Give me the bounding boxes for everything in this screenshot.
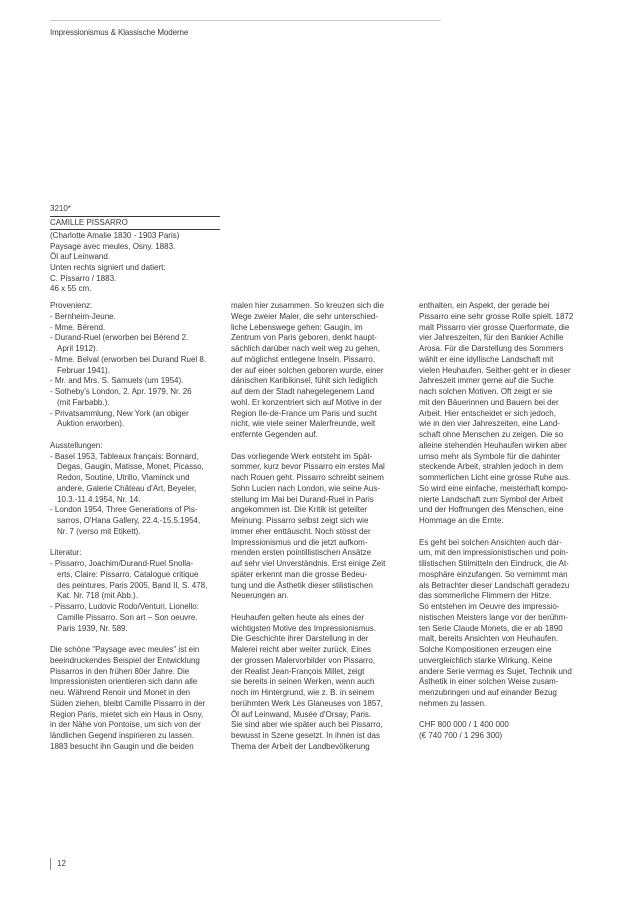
text-line: - Mr. and Mrs. S. Samuels (um 1954).	[50, 376, 184, 386]
text-line: als Betrachter dieser Landschaft geradezu	[419, 580, 570, 590]
text-line: Auktion erworben).	[57, 419, 125, 429]
text-line: Impressionismus und die jetzt aufkom-	[231, 537, 368, 547]
text-line: ten Serie Claude Monets, die er ab 1890	[419, 623, 563, 633]
text-line: - Mme. Belval (erworben bei Durand Ruel 8.	[50, 354, 207, 364]
text-line: erts, Claire: Pissarro. Catalogue critique	[57, 569, 199, 579]
artist-name: CAMILLE PISSARRO	[50, 218, 220, 231]
text-line: - Mme. Bérend.	[50, 322, 106, 332]
paragraph-gap	[419, 527, 595, 538]
text-line: - Durand-Ruel (erworben bei Bérend 2.	[50, 333, 189, 343]
text-line: nehmen zu lassen.	[419, 698, 487, 708]
text-line: wie in den vier Jahreszeiten, eine Land-	[419, 419, 560, 429]
text-line: - Bernheim-Jeune.	[50, 311, 116, 321]
text-line: Süden ziehen, bleibt Camille Pissarro in der	[50, 698, 206, 708]
text-line: Ausstellungen:	[50, 440, 103, 450]
text-line: entfernte Gegenden auf.	[231, 430, 318, 439]
text-line: wohl. Er konzentriert sich auf Motive in der	[231, 397, 382, 407]
text-line: neu. Während Renoir und Monet in den	[50, 688, 191, 697]
text-line: menden ersten pointillistischen Ansätze	[231, 548, 372, 558]
text-line: der Realist Jean-François Millet, zeigt	[231, 666, 365, 676]
text-column-2	[231, 301, 407, 753]
text-line: CHF 800 000 / 1 400 000	[419, 720, 509, 730]
text-line: - Basel 1953, Tableaux français: Bonnard,	[50, 451, 199, 461]
text-line: - Pissarro, Ludovic Rodo/Venturi, Lionello:	[50, 602, 199, 611]
header-rule	[50, 20, 441, 21]
text-line: Die schöne "Paysage avec meules" ist ein	[50, 645, 200, 654]
text-line: nach solchen Motiven. Oft zeigt er sie	[419, 387, 553, 396]
text-line: unvergleichlich starke Wirkung. Keine	[419, 655, 553, 665]
text-line: und der Hoffnungen des Menschen, eine	[419, 505, 564, 515]
text-line: vier Jahreszeiten, für den Bankier Achille	[419, 333, 564, 343]
text-line: stellung im Mai bei Durand-Ruel in Paris	[231, 494, 374, 504]
text-line: mit den Bäuerinnen und Bauern bei der	[419, 397, 559, 407]
text-line: ländlichen Gegend inspirieren zu lassen.	[50, 731, 195, 740]
text-line: auf dem der Stadt nahegelegenem Land	[231, 387, 375, 396]
text-line: nistischen Meisters lange vor der berühm-	[419, 612, 568, 622]
text-line: wichtigsten Motive des Impressionismus.	[231, 623, 376, 633]
lot-info	[50, 204, 220, 295]
text-line: alleine stehenden Heuhaufen wirken aber	[419, 440, 567, 450]
text-line: sommerlichen Licht eine grosse Ruhe aus.	[419, 473, 571, 482]
text-line: Sie sind aber wie später auch bei Pissarro,	[231, 720, 383, 730]
text-line: in der Nähe von Pontoise, um sich von der	[50, 720, 201, 730]
text-line: beeindruckendes Beispiel der Entwicklung	[50, 655, 200, 665]
text-line: sie bereits in seinen Werken, wenn auch	[231, 677, 375, 687]
text-line: Solche Kompositionen erzeugen eine	[419, 645, 552, 654]
text-line: Ästhetik in einer solchen Weise zusam-	[419, 677, 559, 687]
text-line: Paris 1939, Nr. 589.	[57, 623, 128, 633]
text-line: auf sehr viel Unverständnis. Erst einige Zeit	[231, 559, 386, 568]
text-line: des peintures, Paris 2005, Band II, S. 478,	[57, 580, 208, 590]
text-line: später erkennt man die grosse Bedeu-	[231, 569, 368, 579]
text-line: Hommage an die Ernte.	[419, 516, 504, 525]
text-line: Neuerungen an.	[231, 591, 289, 601]
text-line: sächlich darüber nach weit weg zu gehen,	[231, 344, 380, 353]
text-line: Impressionisten orientieren sich dann alle	[50, 677, 198, 687]
text-line: - Pissarro, Joachim/Durand-Ruel Snolla-	[50, 559, 194, 568]
text-line: (mit Farbabb.).	[57, 397, 110, 407]
text-line: Öl auf Leinwand, Musée d'Orsay, Paris.	[231, 709, 372, 719]
text-line: nierte Landschaft zum Symbol der Arbeit	[419, 494, 564, 504]
text-line: der auf einer solchen geboren wurde, einer	[231, 365, 384, 375]
text-line: das sommerliche Flimmern der Hitze.	[419, 591, 552, 601]
text-line: Sohn Lucien nach London, wie seine Aus-	[231, 483, 380, 493]
text-line: So entstehen im Oeuvre des impressio-	[419, 602, 560, 611]
text-line: 10.3.-11.4.1954, Nr. 14.	[57, 494, 141, 504]
text-line: Meinung. Pissarro selbst zeigt sich wie	[231, 516, 369, 525]
text-line: wählt er eine idyllische Landschaft mit	[419, 354, 554, 364]
text-line: Pissarros in den frühen 80er Jahre. Die	[50, 666, 190, 676]
text-line: Region Paris, mietet sich ein Haus in Osny,	[50, 709, 204, 719]
text-line: - Sotheby's London, 2. Apr. 1979, Nr. 26	[50, 387, 192, 396]
text-line: malt Pissarro vier grosse Querformate, die	[419, 322, 570, 332]
text-line: andere, Galerie Château d'Art, Beyeler,	[57, 483, 197, 493]
text-line: der grossen Malervorbilder von Pissarro,	[231, 655, 376, 665]
text-line: noch im Hintergrund, wie z. B. in seinem	[231, 688, 375, 697]
paragraph-gap	[50, 538, 226, 549]
text-line: 1883 besucht ihn Gaugin und die beiden	[50, 741, 194, 751]
text-line: Zentrum von Paris geboren, denkt haupt-	[231, 333, 377, 343]
artist-dates: (Charlotte Amalie 1830 - 1903 Paris)	[50, 231, 180, 241]
text-line: Degas, Gaugin, Matisse, Monet, Picasso,	[57, 462, 204, 472]
text-line: Redon, Soutine, Utrillo, Vlaminck und	[57, 473, 190, 482]
text-line: angekommen ist. Die Kritik ist geteilter	[231, 505, 368, 515]
page-number: 12	[50, 858, 66, 870]
text-line: Nr. 7 (verso mit Etikett).	[57, 526, 141, 536]
text-line: malt, bereits Ansichten von Heuhaufen.	[419, 634, 559, 644]
text-line: Literatur:	[50, 548, 82, 558]
signature-text: C. Pissarro / 1883.	[50, 273, 117, 283]
text-line: liche Lebenswege gehen: Gaugin, im	[231, 322, 363, 332]
text-line: Es geht bei solchen Ansichten auch dar-	[419, 537, 562, 547]
text-line: Das vorliegende Werk entsteht im Spät-	[231, 451, 373, 461]
text-line: sommer, kurz bevor Pissarro ein erstes Mal	[231, 462, 385, 472]
text-line: sarros, O'Hana Gallery, 22.4.-15.5.1954,	[57, 516, 201, 525]
lot-number: 3210*	[50, 204, 220, 217]
paragraph-gap	[419, 710, 595, 721]
text-line: Provenienz:	[50, 301, 93, 310]
text-line: - Privatsammlung, New York (an obiger	[50, 408, 189, 418]
text-line: Wege zweier Maler, die sehr unterschied-	[231, 311, 379, 321]
text-line: immer eher enttäuscht. Noch stösst der	[231, 526, 371, 536]
text-line: Camille Pissarro. Son art – Son oeuvre.	[57, 612, 198, 622]
text-line: Arbeit. Hier entscheidet er sich jedoch,	[419, 408, 556, 418]
text-line: andere Serie vermag es Sujet, Technik und	[419, 666, 572, 676]
text-column-1	[50, 301, 226, 753]
artwork-title: Paysage avec meules, Osny. 1883.	[50, 241, 176, 251]
text-line: Malerei reicht aber weiter zurück. Eines	[231, 645, 372, 654]
paragraph-gap	[231, 441, 407, 452]
text-line: Thema der Arbeit der Landbevölkerung	[231, 741, 370, 751]
text-line: Kat. Nr. 718 (mit Abb.).	[57, 591, 138, 601]
text-column-3	[419, 301, 595, 742]
text-line: nicht, wie viele seiner Malerfreunde, weit	[231, 419, 376, 429]
text-line: menzubringen und auf einander Bezug	[419, 688, 557, 697]
text-line: mosphäre einzufangen. So vernimmt man	[419, 569, 568, 579]
text-line: vielen Heuhaufen. Seither geht er in dieser	[419, 365, 571, 375]
text-line: Pissarro eine sehr grosse Rolle spielt. 1872	[419, 311, 574, 321]
artwork-dimensions: 46 x 55 cm.	[50, 284, 92, 294]
text-line: Heuhaufen gelten heute als eines der	[231, 612, 364, 622]
text-line: umso mehr als Symbole für die dahinter	[419, 451, 561, 461]
text-line: tilistischen Stilmitteln den Eindruck, die At-	[419, 559, 569, 568]
text-line: schaft ohne Menschen zu zeigen. Die so	[419, 430, 564, 439]
text-line: um, mit den impressionistischen und poin-	[419, 548, 569, 558]
text-line: enthalten, ein Aspekt, der gerade bei	[419, 301, 550, 310]
text-line: Februar 1941).	[57, 365, 110, 375]
text-line: nach Rouen geht. Pissarro schreibt seinem	[231, 473, 384, 482]
text-line: - London 1954, Three Generations of Pis-	[50, 505, 198, 515]
paragraph-gap	[231, 602, 407, 613]
text-line: berühmten Werk Les Glaneuses von 1857,	[231, 698, 383, 708]
signature-note: Unten rechts signiert und datiert:	[50, 262, 166, 272]
text-line: tung und die Ästhetik dieser stilistischen	[231, 580, 373, 590]
text-line: malen hier zusammen. So kreuzen sich die	[231, 301, 384, 310]
text-line: Region Ile-de-France um Paris und sucht	[231, 408, 377, 418]
text-line: steckende Arbeit, strahlen jedoch in dem	[419, 462, 564, 472]
text-line: Arosa. Für die Darstellung des Sommers	[419, 344, 564, 353]
paragraph-gap	[50, 634, 226, 645]
text-line: Jahreszeit immer gerne auf die Suche	[419, 376, 554, 386]
section-title: Impressionismus & Klassische Moderne	[50, 28, 189, 37]
text-line: dänischen Karibikinsel, fühlt sich lediglich	[231, 376, 378, 386]
text-line: auf möglichst entlegene Inseln. Pissarro,	[231, 354, 376, 364]
artwork-medium: Öl auf Leinwand.	[50, 252, 111, 262]
text-line: So wird eine einfache, meisterhaft kompo-	[419, 483, 569, 493]
text-line: Die Geschichte ihrer Darstellung in der	[231, 634, 369, 644]
paragraph-gap	[50, 430, 226, 441]
text-line: (€ 740 700 / 1 296 300)	[419, 731, 503, 740]
text-line: bewusst in Szene gesetzt. In ihnen ist das	[231, 731, 380, 740]
text-line: April 1912).	[57, 344, 98, 353]
